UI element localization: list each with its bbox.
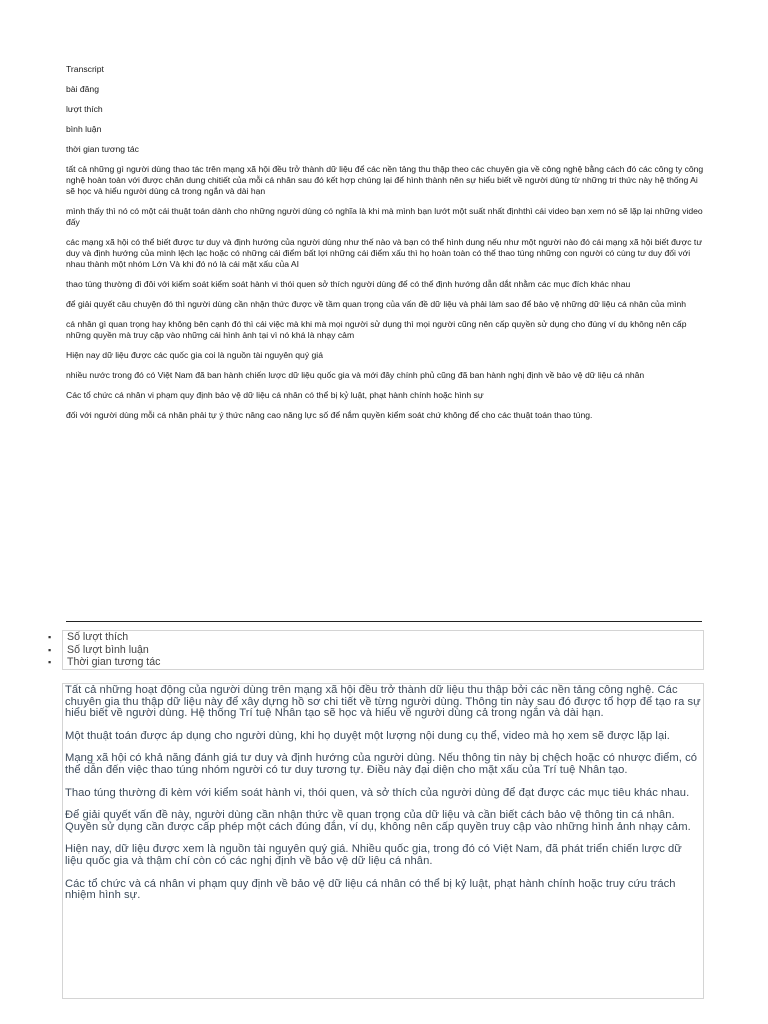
transcript-line: tất cả những gì người dùng thao tác trên mạng xã hội đều trở thành dữ liệu để các nền tảng thu thập theo các chuyên gia về công nghệ bằng cách đó các công ty công nghệ hoàn toàn với được chân dung chitiết của mỗi cá nhân sau đó kết hợp chúng lại để hình thành nên sự hiểu biết về người dùng từ những tri thức này hệ thống Ai sẽ học và hiểu người dùng cả trong ngắn và dài hạn (66, 164, 704, 196)
transcript-line: bài đăng (66, 84, 99, 94)
metrics-list-box (62, 630, 704, 670)
bullet-marker: ▪ (48, 632, 52, 642)
transcript-line: thao túng thường đi đôi với kiểm soát kiểm soát hành vi thói quen sở thích người dùng để có thể định hướng dẫn dắt nhằm các mục đích khác nhau (66, 279, 631, 289)
rewrite-paragraph: Tất cả những hoạt động của người dùng trên mạng xã hội đều trở thành dữ liệu thu thập bởi các nền tảng công nghệ. Các chuyên gia thu thập dữ liệu này để xây dựng hồ sơ chi tiết về từng người dùng. Thông tin này sau đó được tổ hợp để tạo ra sự hiểu biết về người dùng. Hệ thống Trí tuệ Nhân tạo sẽ học và hiểu về người dùng cả trong ngắn và dài hạn. (65, 684, 701, 720)
transcript-line: Các tổ chức cá nhân vi phạm quy định bảo vệ dữ liệu cá nhân có thể bị kỷ luật, phạt hành chính hoặc hình sự (66, 390, 484, 400)
transcript-line: để giải quyết câu chuyện đó thì người dùng cần nhận thức được về tầm quan trọng của vấn đề dữ liệu và phải làm sao để bảo vệ những dữ liệu cá nhân của mình (66, 299, 687, 309)
section-divider (66, 621, 702, 622)
bullet-marker: ▪ (48, 657, 52, 667)
rewrite-paragraph: Thao túng thường đi kèm với kiểm soát hành vi, thói quen, và sở thích của người dùng để đạt được các mục tiêu khác nhau. (65, 786, 690, 799)
transcript-heading: Transcript (66, 64, 104, 74)
transcript-line: thời gian tương tác (66, 144, 139, 154)
rewrite-paragraph: Hiện nay, dữ liệu được xem là nguồn tài nguyên quý giá. Nhiều quốc gia, trong đó có Việt Nam, đã phát triển chiến lược dữ liệu quốc gia và thậm chí còn có các nghị định về bảo vệ dữ liệu cá nhân. (65, 843, 682, 867)
transcript-line: lượt thích (66, 104, 103, 114)
bullet-marker: ▪ (48, 644, 52, 655)
rewritten-text-box[interactable] (62, 683, 704, 999)
transcript-line: nhiều nước trong đó có Việt Nam đã ban hành chiến lược dữ liệu quốc gia và mới đây chính phủ cũng đã ban hành nghị định về bảo vệ dữ liệu cá nhân (66, 370, 645, 380)
rewrite-paragraph: Mạng xã hội có khả năng đánh giá tư duy và định hướng của người dùng. Nếu thông tin này bị chệch hoặc có nhược điểm, có thể dẫn đến việc thao túng nhóm người có tư duy tương tự. Điều này đại diện cho mặt xấu của Trí tuệ Nhân tạo. (65, 752, 697, 776)
list-item: Số lượt thích (67, 631, 129, 643)
bullet-markers (48, 631, 51, 669)
transcript-line: mình thấy thì nó có một cái thuật toán dành cho những người dùng có nghĩa là khi mà mình bạn lướt một suất nhất địnhthì cái video bạn xem nó sẽ lặp lại những video đấy (66, 206, 703, 227)
list-item: Thời gian tương tác (67, 656, 161, 668)
list-item: Số lượt bình luận (67, 643, 149, 656)
transcript-line: bình luận (66, 124, 102, 134)
transcript-line: Hiện nay dữ liệu được các quốc gia coi là nguồn tài nguyên quý giá (66, 350, 323, 360)
metrics-list (63, 631, 703, 669)
rewrite-paragraph: Các tổ chức và cá nhân vi phạm quy định về bảo vệ dữ liệu cá nhân có thể bị kỷ luật, phạt hành chính hoặc truy cứu trách nhiệm hình sự. (65, 877, 676, 902)
rewrite-paragraph: Một thuật toán được áp dụng cho người dùng, khi họ duyệt một lượng nội dung cụ thể, video mà họ xem sẽ được lặp lại. (65, 729, 670, 742)
rewrite-paragraph: Để giải quyết vấn đề này, người dùng cần nhận thức về quan trọng của dữ liệu và cần biết cách bảo vệ thông tin cá nhân. Quyền sử dụng cần được cấp phép một cách đúng đắn, ví dụ, không nên cấp quyền truy cập vào những hình ảnh nhạy cảm. (65, 809, 691, 833)
transcript-line: đối với người dùng mỗi cá nhân phải tự ý thức nâng cao năng lực số để nắm quyền kiểm soát chứ không để cho các thuật toán thao túng. (66, 410, 593, 420)
transcript-section (66, 64, 706, 430)
transcript-line: các mạng xã hội có thể biết được tư duy và định hướng của người dùng như thế nào và bạn có thể hình dung nếu như một người nào đó cái mạng xã hội biết được tư duy và định hướng của mình lệch lạc hoặc có những cái điểm bất lợi những cái điểm xấu thì họ hoàn toàn có thể thao túng những con người có cùng tư duy đối với nhau thành một nhóm Lớn Và khi đó nó là cái mặt xấu của AI (66, 237, 703, 269)
transcript-line: cá nhân gì quan trọng hay không bên cạnh đó thì cái việc mà khi mà mọi người sử dụng thì mọi người cũng nên cấp quyền sử dụng cho đúng ví dụ không nên cấp những quyền mà truy cập vào những cái hình ảnh tại vì nó khá là nhạy cảm (66, 319, 687, 340)
